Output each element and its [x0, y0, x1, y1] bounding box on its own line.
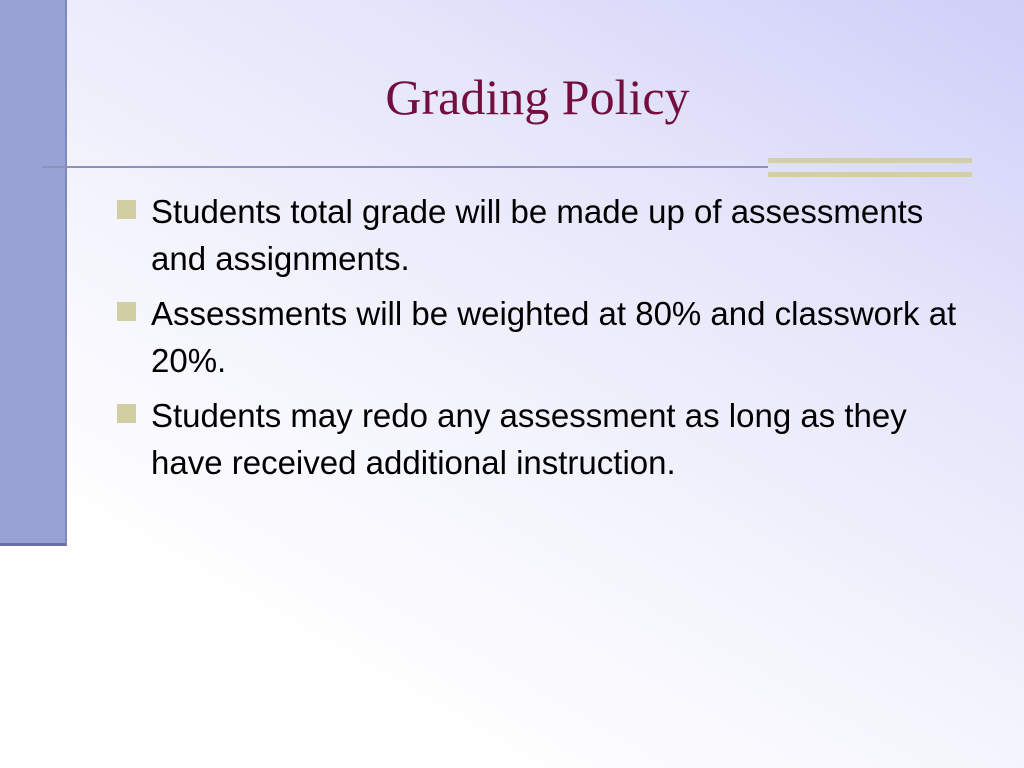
bullet-item: [113, 392, 963, 486]
title-divider-line: [42, 166, 768, 168]
bullet-item: [113, 290, 963, 384]
bullet-text: Students may redo any assessment as long as they have received additional instruction.: [151, 397, 907, 481]
bullet-text: Assessments will be weighted at 80% and classwork at 20%.: [151, 295, 957, 379]
accent-line-upper: [768, 158, 972, 163]
left-decorative-bar: [0, 0, 67, 546]
accent-line-lower: [768, 172, 972, 177]
bullet-text: Students total grade will be made up of assessments and assignments.: [151, 193, 924, 277]
square-bullet-icon: [117, 404, 136, 423]
slide-title: Grading Policy: [385, 69, 690, 125]
square-bullet-icon: [117, 302, 136, 321]
square-bullet-icon: [117, 200, 136, 219]
bullet-item: [113, 188, 963, 282]
bullet-list: [113, 188, 963, 494]
